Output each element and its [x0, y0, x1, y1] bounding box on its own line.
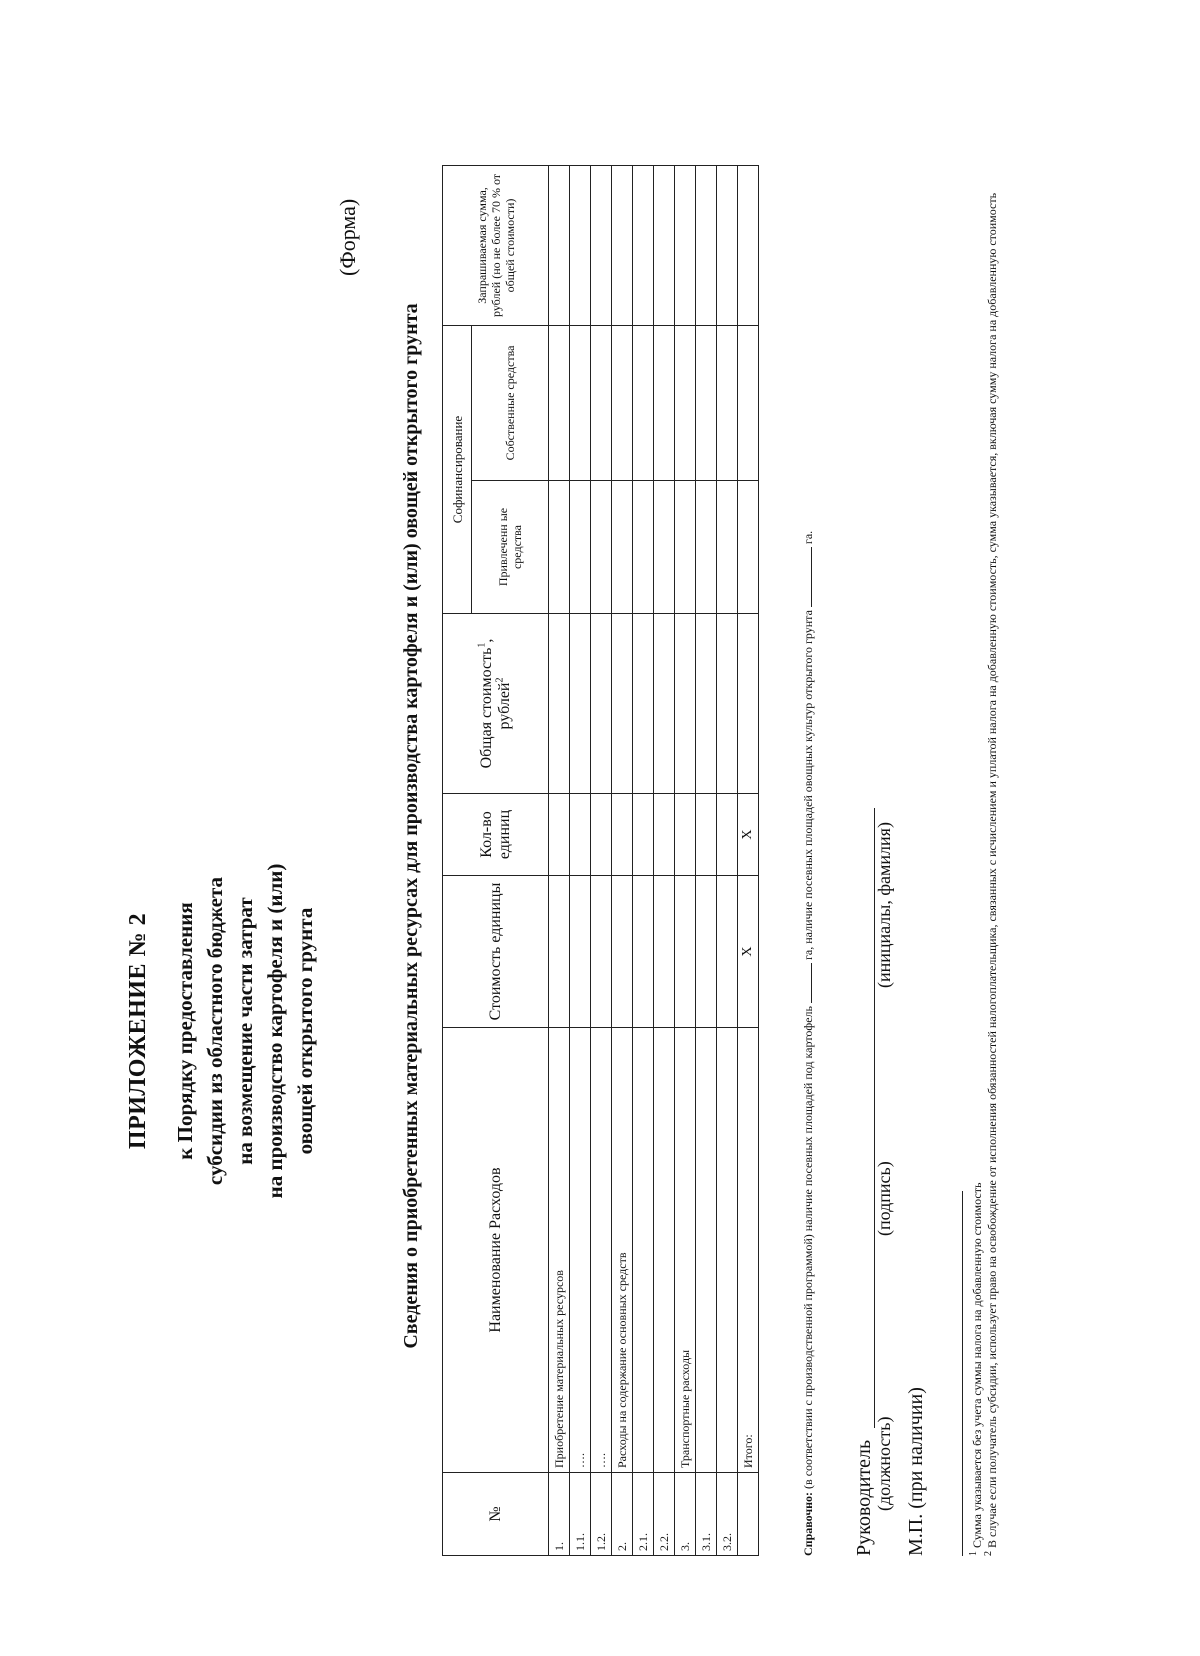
row-unit-cost: [612, 876, 633, 1028]
column-header-cofinancing: Софинансирование: [443, 325, 472, 613]
row-attracted-funds: [654, 481, 675, 614]
row-own-funds: [591, 325, 612, 480]
row-name: [633, 1028, 654, 1473]
row-total-cost: [738, 614, 759, 794]
row-unit-cost: [675, 876, 696, 1028]
expense-table: [442, 165, 759, 1556]
row-requested-amount: [633, 165, 654, 325]
row-number: 1.1.: [570, 1473, 591, 1556]
row-attracted-funds: [591, 481, 612, 614]
footnote-mark: 1: [476, 642, 488, 648]
row-total-cost: [654, 614, 675, 794]
row-quantity: [633, 794, 654, 876]
table-row: [633, 165, 654, 1555]
row-total-cost: [717, 614, 738, 794]
row-attracted-funds: [612, 481, 633, 614]
row-quantity: [675, 794, 696, 876]
row-requested-amount: [654, 165, 675, 325]
row-own-funds: [675, 325, 696, 480]
row-name: [696, 1028, 717, 1473]
row-total-cost: [612, 614, 633, 794]
row-unit-cost: [591, 876, 612, 1028]
reference-label: Справочно:: [801, 1491, 815, 1556]
row-quantity: Х: [738, 794, 759, 876]
appendix-subtitle: [170, 706, 320, 1356]
row-attracted-funds: [549, 481, 570, 614]
row-own-funds: [570, 325, 591, 480]
row-number: 2.1.: [633, 1473, 654, 1556]
row-unit-cost: [654, 876, 675, 1028]
row-name: Расходы на содержание основных средств: [612, 1028, 633, 1473]
appendix-title: ПРИЛОЖЕНИЕ № 2: [125, 912, 151, 1150]
signature-caption: (подпись): [874, 1161, 894, 1236]
row-attracted-funds: [717, 481, 738, 614]
row-name: ….: [591, 1028, 612, 1473]
row-quantity: [696, 794, 717, 876]
row-number: 3.: [675, 1473, 696, 1556]
row-number: 1.: [549, 1473, 570, 1556]
footnote-mark: 2: [494, 677, 506, 683]
table-row: [570, 165, 591, 1555]
stamp-label: М.П. (при наличии): [905, 1387, 927, 1556]
row-number: 2.: [612, 1473, 633, 1556]
row-total-cost: [570, 614, 591, 794]
row-quantity: [654, 794, 675, 876]
column-header-quantity: Кол-во единиц: [443, 794, 549, 876]
table-row: [549, 165, 570, 1555]
row-name: [654, 1028, 675, 1473]
total-cost-label: Общая стоимость: [477, 647, 495, 769]
name-caption: (инициалы, фамилия): [874, 822, 894, 988]
column-header-number: №: [443, 1473, 549, 1556]
column-header-total-cost: Общая стоимость$^1$, рублей$^2$: [443, 614, 549, 794]
total-cost-unit: рублей: [495, 682, 513, 730]
row-number: 2.2.: [654, 1473, 675, 1556]
row-unit-cost: [570, 876, 591, 1028]
row-requested-amount: [675, 165, 696, 325]
table-row: [591, 165, 612, 1555]
subtitle-line: на производство картофеля и (или): [263, 863, 287, 1199]
form-label: (Форма): [335, 198, 360, 276]
row-unit-cost: [696, 876, 717, 1028]
table-row: [612, 165, 633, 1555]
row-attracted-funds: [738, 481, 759, 614]
row-total-cost: [549, 614, 570, 794]
reference-text-potato: (в соответствии с производственной программой) наличие посевных площадей под картофель: [801, 1006, 815, 1489]
footnote-mark: 2: [983, 1551, 994, 1556]
row-total-cost: [675, 614, 696, 794]
row-own-funds: [738, 325, 759, 480]
row-unit-cost: Х: [738, 876, 759, 1028]
row-own-funds: [633, 325, 654, 480]
row-quantity: [549, 794, 570, 876]
reference-note: [800, 106, 816, 1556]
row-quantity: [612, 794, 633, 876]
row-unit-cost: [717, 876, 738, 1028]
table-heading: Сведения о приобретенных материальных ресурсах для производства картофеля и (или) овощей открытого грунта: [400, 303, 422, 1349]
row-own-funds: [717, 325, 738, 480]
row-total-cost: [633, 614, 654, 794]
column-header-name: Наименование Расходов: [443, 1028, 549, 1473]
row-attracted-funds: [633, 481, 654, 614]
row-quantity: [591, 794, 612, 876]
position-caption: (должность): [874, 1416, 894, 1511]
row-unit-cost: [633, 876, 654, 1028]
table-row: [654, 165, 675, 1555]
row-quantity: [717, 794, 738, 876]
manager-label: Руководитель: [853, 1439, 875, 1556]
row-quantity: [570, 794, 591, 876]
footnote-1: [970, 96, 985, 1556]
subtitle-line: субсидии из областного бюджета: [203, 876, 227, 1186]
reference-text-vegetables: га, наличие посевных площадей овощных культур открытого грунта: [801, 610, 815, 961]
subtitle-line: к Порядку предоставления: [173, 902, 197, 1160]
column-header-requested-amount: Запрашиваемая сумма, рублей (но не более 70 % от общей стоимости): [443, 165, 549, 325]
row-attracted-funds: [675, 481, 696, 614]
row-requested-amount: [738, 165, 759, 325]
row-own-funds: [612, 325, 633, 480]
row-own-funds: [549, 325, 570, 480]
row-name: ….: [570, 1028, 591, 1473]
row-requested-amount: [612, 165, 633, 325]
row-number: 1.2.: [591, 1473, 612, 1556]
row-requested-amount: [696, 165, 717, 325]
row-own-funds: [654, 325, 675, 480]
table-row: [696, 165, 717, 1555]
row-number: 3.1.: [696, 1473, 717, 1556]
subtitle-line: овощей открытого грунта: [293, 907, 317, 1155]
column-header-own-funds: Собственные средства: [472, 325, 549, 480]
table-row: [675, 165, 696, 1555]
row-number: [738, 1473, 759, 1556]
footnote-rule: [962, 1191, 963, 1556]
row-number: 3.2.: [717, 1473, 738, 1556]
row-name: Итого:: [738, 1028, 759, 1473]
table-row-total: [738, 165, 759, 1555]
footnote-text: Сумма указывается без учета суммы налога на добавленную стоимость: [970, 1182, 984, 1548]
reference-text-end: га.: [801, 530, 815, 545]
footnote-text: В случае если получатель субсидии, использует право на освобождение от исполнения обязанностей налогоплательщика, связанных с исчислением и уплатой налога на добавленную стоимость, сумма указывается, включая сумму налога на добавленную стоимость: [985, 192, 999, 1548]
row-total-cost: [696, 614, 717, 794]
row-attracted-funds: [570, 481, 591, 614]
row-name: Приобретение материальных ресурсов: [549, 1028, 570, 1473]
column-header-unit-cost: Стоимость единицы: [443, 876, 549, 1028]
potato-area-blank: [800, 963, 812, 1003]
row-name: Транспортные расходы: [675, 1028, 696, 1473]
footnote-2: [985, 96, 999, 1556]
row-attracted-funds: [696, 481, 717, 614]
row-requested-amount: [570, 165, 591, 325]
subtitle-line: на возмещение части затрат: [233, 897, 257, 1165]
row-unit-cost: [549, 876, 570, 1028]
column-header-attracted-funds: Привлеченн ые средства: [472, 481, 549, 614]
row-requested-amount: [591, 165, 612, 325]
row-total-cost: [591, 614, 612, 794]
table-row: [717, 165, 738, 1555]
row-name: [717, 1028, 738, 1473]
vegetable-area-blank: [800, 547, 812, 607]
row-requested-amount: [549, 165, 570, 325]
row-own-funds: [696, 325, 717, 480]
row-requested-amount: [717, 165, 738, 325]
footnote-mark: 1: [968, 1551, 979, 1556]
